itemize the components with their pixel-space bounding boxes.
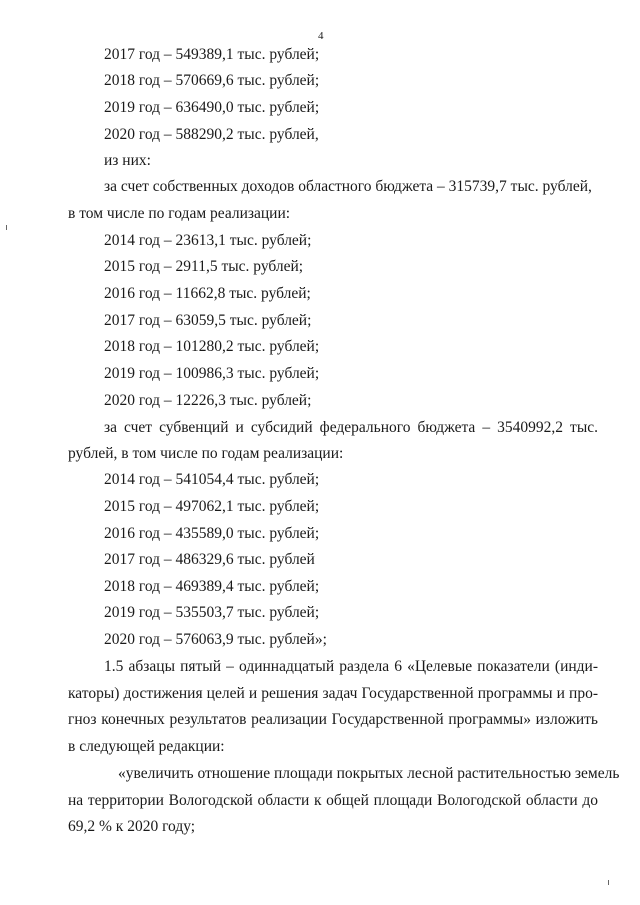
text-line: 2019 год – 636490,0 тыс. рублей; [104, 99, 320, 116]
scan-speck [6, 225, 7, 230]
text-line: 2017 год – 63059,5 тыс. рублей; [104, 312, 312, 329]
text-line: каторы) достижения целей и решения задач Государственной программы и про- [68, 685, 598, 702]
text-line: 2015 год – 2911,5 тыс. рублей; [104, 258, 304, 275]
text-line: 2014 год – 23613,1 тыс. рублей; [104, 232, 312, 249]
text-line: гноз конечных результатов реализации Государственной программы» изложить [68, 711, 598, 728]
text-line: из них: [104, 152, 151, 169]
text-line: 69,2 % к 2020 году; [68, 818, 196, 835]
text-line: 2018 год – 101280,2 тыс. рублей; [104, 338, 320, 355]
text-line: 2019 год – 535503,7 тыс. рублей; [104, 604, 320, 621]
text-line: за счет субвенций и субсидий федерального бюджета – 3540992,2 тыс. [104, 419, 598, 436]
text-line: рублей, в том числе по годам реализации: [68, 445, 344, 462]
text-line: 2019 год – 100986,3 тыс. рублей; [104, 365, 320, 382]
text-line: 2020 год – 588290,2 тыс. рублей, [104, 126, 319, 143]
text-line: 2020 год – 12226,3 тыс. рублей; [104, 392, 312, 409]
text-line: 2018 год – 570669,6 тыс. рублей; [104, 72, 320, 89]
text-line: «увеличить отношение площади покрытых лесной растительностью земель [118, 765, 620, 782]
page-number: 4 [318, 30, 324, 42]
scan-speck [608, 880, 609, 885]
text-line: 2017 год – 486329,6 тыс. рублей [104, 551, 315, 568]
text-line: 2014 год – 541054,4 тыс. рублей; [104, 471, 320, 488]
text-line: в следующей редакции: [68, 738, 225, 755]
text-line: в том числе по годам реализации: [68, 205, 291, 222]
text-line: 2016 год – 11662,8 тыс. рублей; [104, 285, 311, 302]
text-line: 2020 год – 576063,9 тыс. рублей»; [104, 631, 327, 648]
text-line: 1.5 абзацы пятый – одиннадцатый раздела 6 «Целевые показатели (инди- [104, 658, 598, 675]
text-line: 2015 год – 497062,1 тыс. рублей; [104, 498, 320, 515]
text-line: 2016 год – 435589,0 тыс. рублей; [104, 525, 320, 542]
text-line: на территории Вологодской области к общей площади Вологодской области до [68, 792, 598, 809]
text-line: 2017 год – 549389,1 тыс. рублей; [104, 46, 320, 63]
text-line: 2018 год – 469389,4 тыс. рублей; [104, 578, 320, 595]
text-line: за счет собственных доходов областного бюджета – 315739,7 тыс. рублей, [104, 178, 592, 195]
